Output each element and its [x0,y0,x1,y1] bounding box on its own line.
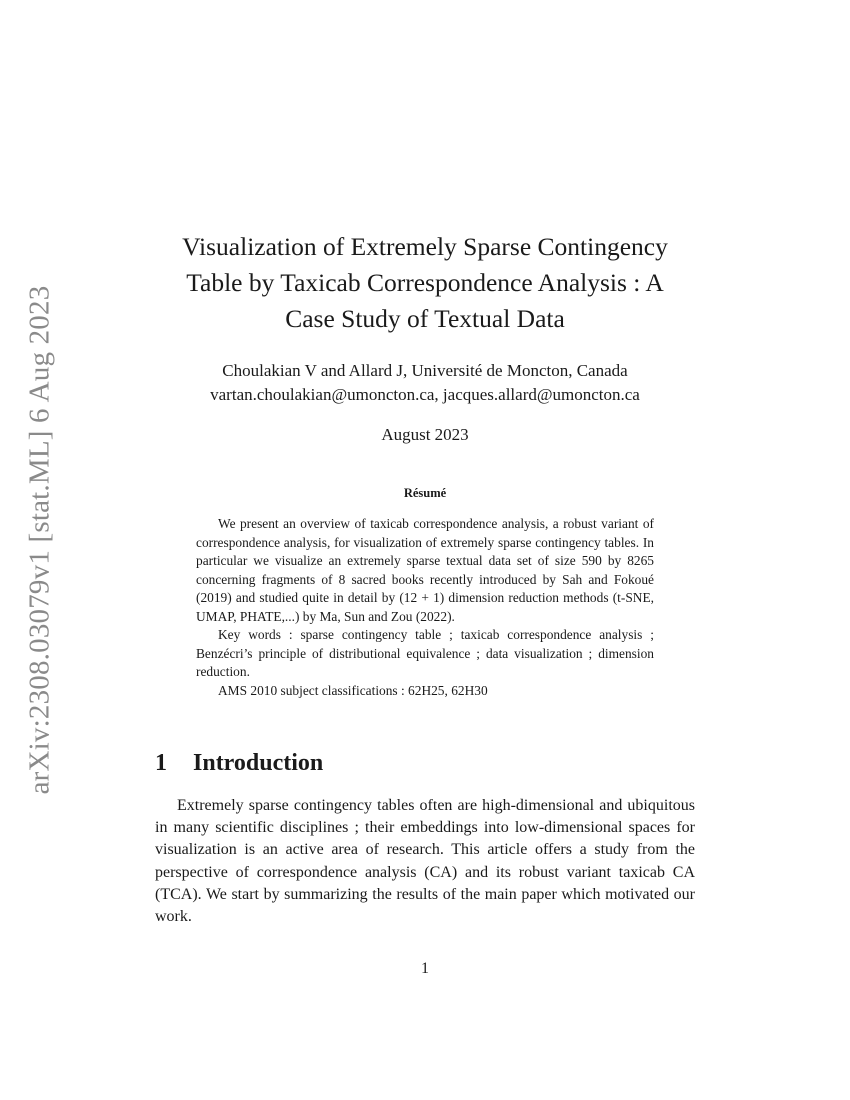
publication-date: August 2023 [381,425,469,444]
arxiv-identifier: arXiv:2308.03079v1 [stat.ML] 6 Aug 2023 [23,285,56,795]
title-line: Visualization of Extremely Sparse Contingency [182,232,668,261]
title-line: Table by Taxicab Correspondence Analysis : A [186,268,664,297]
abstract-paragraph: We present an overview of taxicab correspondence analysis, a robust variant of correspondence analysis, for visualization of extremely sparse contingency tables. In particular we visualize an extremely sparse textual data set of size 590 by 8265 concerning fragments of 8 sacred books recently introduced by Sah and Fokoué (2019) and studied quite in detail by (12 + 1) dimension reduction methods (t-SNE, UMAP, PHATE,...) by Ma, Sun and Zou (2022). [196,516,654,624]
author-emails: vartan.choulakian@umoncton.ca, jacques.allard@umoncton.ca [210,385,640,404]
section-number: 1 [155,750,167,776]
title-line: Case Study of Textual Data [285,304,565,333]
paper-title [140,229,710,337]
introduction-paragraph: Extremely sparse contingency tables often are high-dimensional and ubiquitous in many scientific disciplines ; their embeddings into low-dimensional spaces for visualization is an active area of research. This article offers a study from the perspective of correspondence analysis (CA) and its robust variant taxicab CA (TCA). We start by summarizing the results of the main paper which motivated our work. [155,797,695,926]
ams-classification: AMS 2010 subject classifications : 62H25, 62H30 [218,682,488,698]
abstract-heading: Résumé [403,486,447,500]
page-number: 1 [421,960,429,977]
keywords-paragraph: Key words : sparse contingency table ; taxicab correspondence analysis ; Benzécri’s principle of distributional equivalence ; data visualization ; dimension reduction. [196,627,654,679]
author-block [140,359,710,407]
section-title: Introduction [193,750,324,776]
section-heading [155,750,323,777]
author-names: Choulakian V and Allard J, Université de Moncton, Canada [222,361,628,380]
abstract-body [196,515,654,700]
